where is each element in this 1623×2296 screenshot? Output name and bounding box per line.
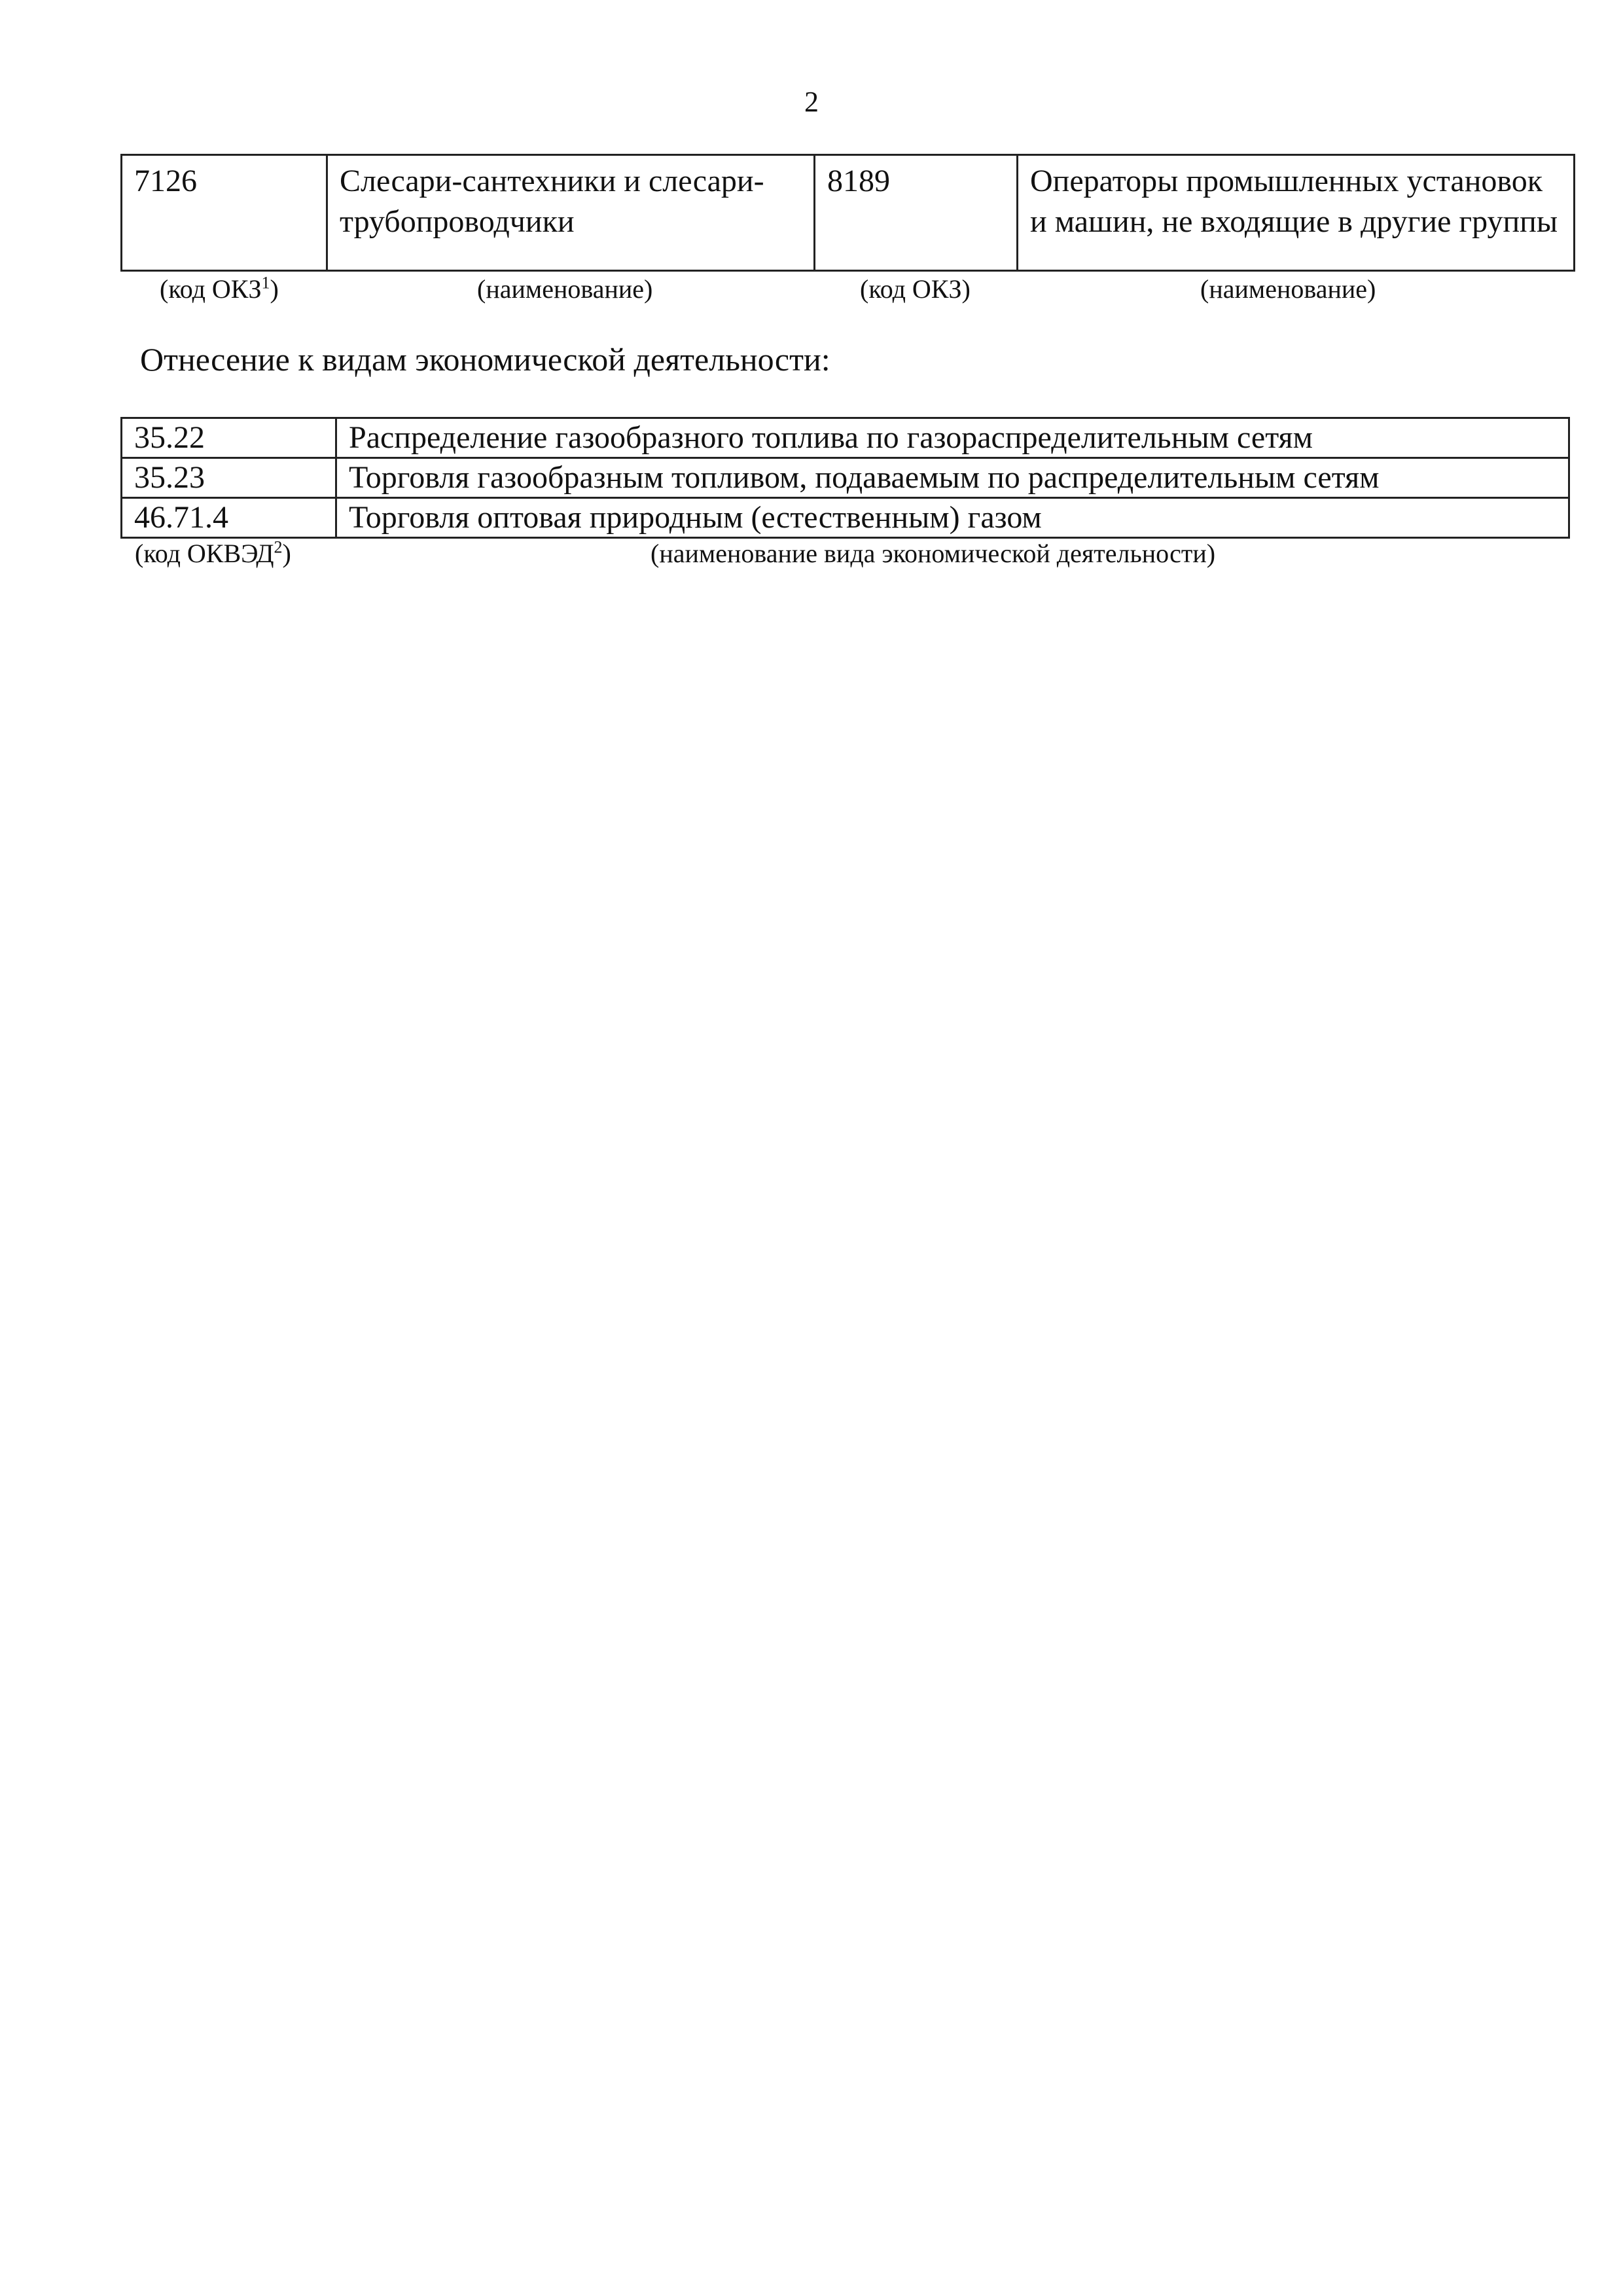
okz-table [120, 154, 1575, 272]
footnote-marker: 1 [261, 273, 270, 293]
okz-code-caption: (код ОКЗ) [860, 274, 971, 304]
okved-code-caption-text: (код ОКВЭД [135, 539, 274, 568]
okved-name-cell: Торговля оптовая природным (естественным) газом [336, 498, 1569, 538]
okved-code-cell: 35.23 [122, 458, 336, 498]
okz-name-caption: (наименование) [1200, 274, 1376, 304]
table-row [122, 458, 1569, 498]
okved-code-caption [135, 538, 291, 569]
okved-code-caption-close: ) [282, 539, 291, 568]
okz-column-captions [120, 274, 1573, 306]
okz-code-cell: 7126 [122, 155, 327, 271]
okved-name-cell: Распределение газообразного топлива по газораспределительным сетям [336, 418, 1569, 458]
okz-name-cell: Операторы промышленных установок и машин, не входящие в другие группы [1018, 155, 1575, 271]
okved-table [120, 417, 1570, 539]
table-row [122, 155, 1575, 271]
okved-name-caption: (наименование вида экономической деятельности) [651, 539, 1216, 568]
section-heading: Отнесение к видам экономической деятельности: [140, 341, 830, 378]
okved-code-cell: 35.22 [122, 418, 336, 458]
okz-name-cell: Слесари-сантехники и слесари-трубопроводчики [327, 155, 815, 271]
okz-code-caption-text: (код ОКЗ [160, 274, 262, 304]
okved-name-cell: Торговля газообразным топливом, подаваемым по распределительным сетям [336, 458, 1569, 498]
okz-name-caption: (наименование) [477, 274, 653, 304]
footnote-marker: 2 [274, 537, 283, 557]
okz-code-caption [160, 274, 279, 304]
okved-column-captions [120, 538, 1568, 571]
table-row [122, 498, 1569, 538]
okz-code-cell: 8189 [815, 155, 1018, 271]
okz-code-caption-close: ) [270, 274, 279, 304]
page-number: 2 [804, 86, 819, 118]
okved-code-cell: 46.71.4 [122, 498, 336, 538]
table-row [122, 418, 1569, 458]
